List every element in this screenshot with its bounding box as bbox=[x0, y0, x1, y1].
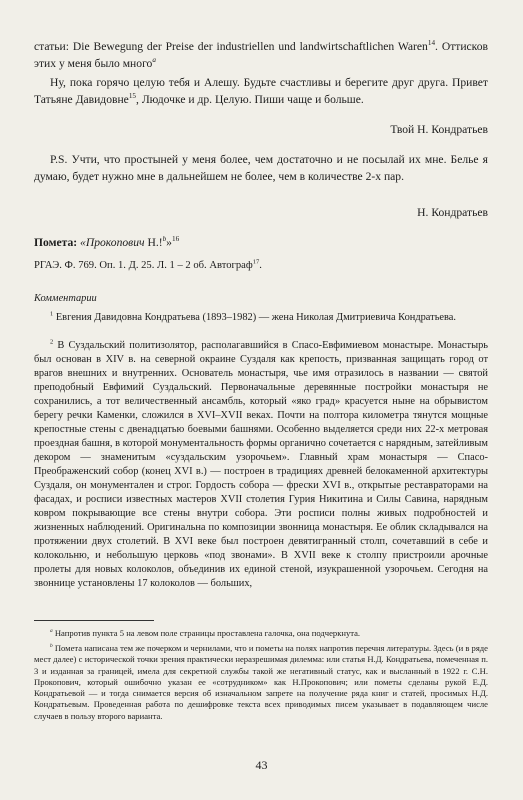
text-run: Ну, пока горячо целую тебя и Алешу. Будьте счастливы и берегите друг друга. Привет Татьяне Давидовне bbox=[34, 76, 488, 107]
comment-2 bbox=[34, 339, 488, 591]
footnote-ref: 14 bbox=[427, 39, 436, 48]
footnote-a bbox=[34, 628, 488, 639]
footnote-ref: 17 bbox=[252, 258, 260, 266]
text-run: . bbox=[259, 260, 262, 271]
text-run: статьи: Die Bewegung der Preise der industriellen und landwirtschaftlichen Waren bbox=[34, 40, 428, 53]
footnote-ref: а bbox=[152, 56, 156, 65]
text-run: РГАЭ. Ф. 769. Оп. 1. Д. 25. Л. 1 – 2 об. Автограф bbox=[34, 260, 253, 271]
footnote-mark: а bbox=[50, 628, 53, 635]
comment-1 bbox=[34, 311, 488, 325]
postscript: P.S. Учти, что простыней у меня более, чем достаточно и не посылай их мне. Белье я думаю, будет нужно мне в дальнейшем не более, чем в количестве 2-х пар. bbox=[34, 153, 488, 184]
text-run: , Людочке и др. Целую. Пиши чаще и больше. bbox=[136, 93, 364, 107]
comment-number: 1 bbox=[50, 310, 54, 318]
letter-text-end bbox=[34, 38, 488, 73]
signature-ps: Н. Кондратьев bbox=[417, 206, 488, 219]
text-run: . Оттисков этих у меня было много bbox=[34, 40, 488, 71]
footnote-b bbox=[34, 643, 488, 722]
text-run: Помета написана тем же почерком и чернилами, что и пометы на полях напротив перечня литературы. Здесь (и в ряде мест далее) с исторической точки зрения практически неразрешимая дилемма: или статья Н.Д. Кондратьева, помеченная п. 3 и изданная за границей, имела для секретной службы такой же негативный статус, как и высланный в 1922 г. С.Н. Прокопович, который ошибочно указан ее «сотрудником» как Н.Прокопович; или пометы сделаны рукой Е.Д. Кондратьевой — и тогда снимается версия об изначальном запрете на получение ряда книг и статей, просимых Н.Д. Кондратьевым. Проведенная работа по дешифровке текста всех приводимых писем указывает в подавляющем числе случаев в пользу второго варианта. bbox=[34, 643, 488, 721]
footnote-mark: b bbox=[50, 643, 53, 650]
text-run: » bbox=[166, 236, 172, 249]
text-run: «Прокопович bbox=[80, 236, 145, 249]
archive-reference bbox=[34, 257, 488, 274]
pometa-label: Помета: bbox=[34, 236, 78, 249]
comment-number: 2 bbox=[50, 338, 54, 346]
footnote-ref: 15 bbox=[128, 92, 137, 101]
text-run: В Суздальский политизолятор, располагавшийся в Спасо-Евфимиевом монастыре. Монастырь был основан в XIV в. на северной окраине Суздаля как крепость, призванная защищать город от врагов внешних и внутренних. Основатель монастыря, чье имя отразилось в названии — святой преподобный Евфимий Суздальский. Первоначальные деревянные постройки монастыря не сохранились, а тот величественный ансамбль, который «яко град» красуется ныне на обрывистом берегу речки Каменки, сложился в XVI–XVII веках. Почти на полтора километра тянутся мощные крепостные стены с двенадцатью боевыми башнями. Особенно выделяется среди них 22-х метровая проездная башня, в которой монументальность формы органично сочетается с нарядным, затейливым декором — знаменитым «суздальским узорочьем». Главный храм монастыря — Спасо-Преображенский собор (конец XVI в.) — построен в традициях древней белокаменной архитектуры Суздаля, он монументален и строг. Гордость собора — фрески XVI в., открытые реставраторами на фасадах, и росписи известных мастеров XVII столетия Гурия Никитина и Силы Савина, нарядным ковром покрывающие все стены внутри собора. Эти росписи полны живых подробностей и жизненных наблюдений. Оригинальна по композиции звонница монастыря. Ее облик складывался на протяжении двух столетий. В XVI веке был построен девятигранный столп, сочетавший в себе и колокольню, и небольшую церковь «под звонами». В XVII веке к столпу пристроили арочные пролеты для новых колоколов, объединив их единой стеной, изукрашенной узорочьем. Сегодня на звоннице установлены 17 колоколов — больших, bbox=[34, 340, 488, 589]
letter-closing-paragraph bbox=[34, 74, 488, 109]
comments-heading: Комментарии bbox=[34, 293, 97, 304]
text-run: Н.! bbox=[144, 236, 163, 249]
page-number: 43 bbox=[255, 758, 268, 772]
footnote-divider bbox=[34, 620, 154, 621]
text-run: Евгения Давидовна Кондратьева (1893–1982) — жена Николая Дмитриевича Кондратьева. bbox=[53, 312, 457, 323]
signature: Твой Н. Кондратьев bbox=[390, 123, 488, 136]
pometa-note bbox=[34, 234, 488, 251]
footnote-ref: b bbox=[162, 235, 167, 244]
footnote-ref: 16 bbox=[171, 235, 180, 244]
text-run: Напротив пункта 5 на левом поле страницы проставлена галочка, она подчеркнута. bbox=[52, 628, 361, 638]
